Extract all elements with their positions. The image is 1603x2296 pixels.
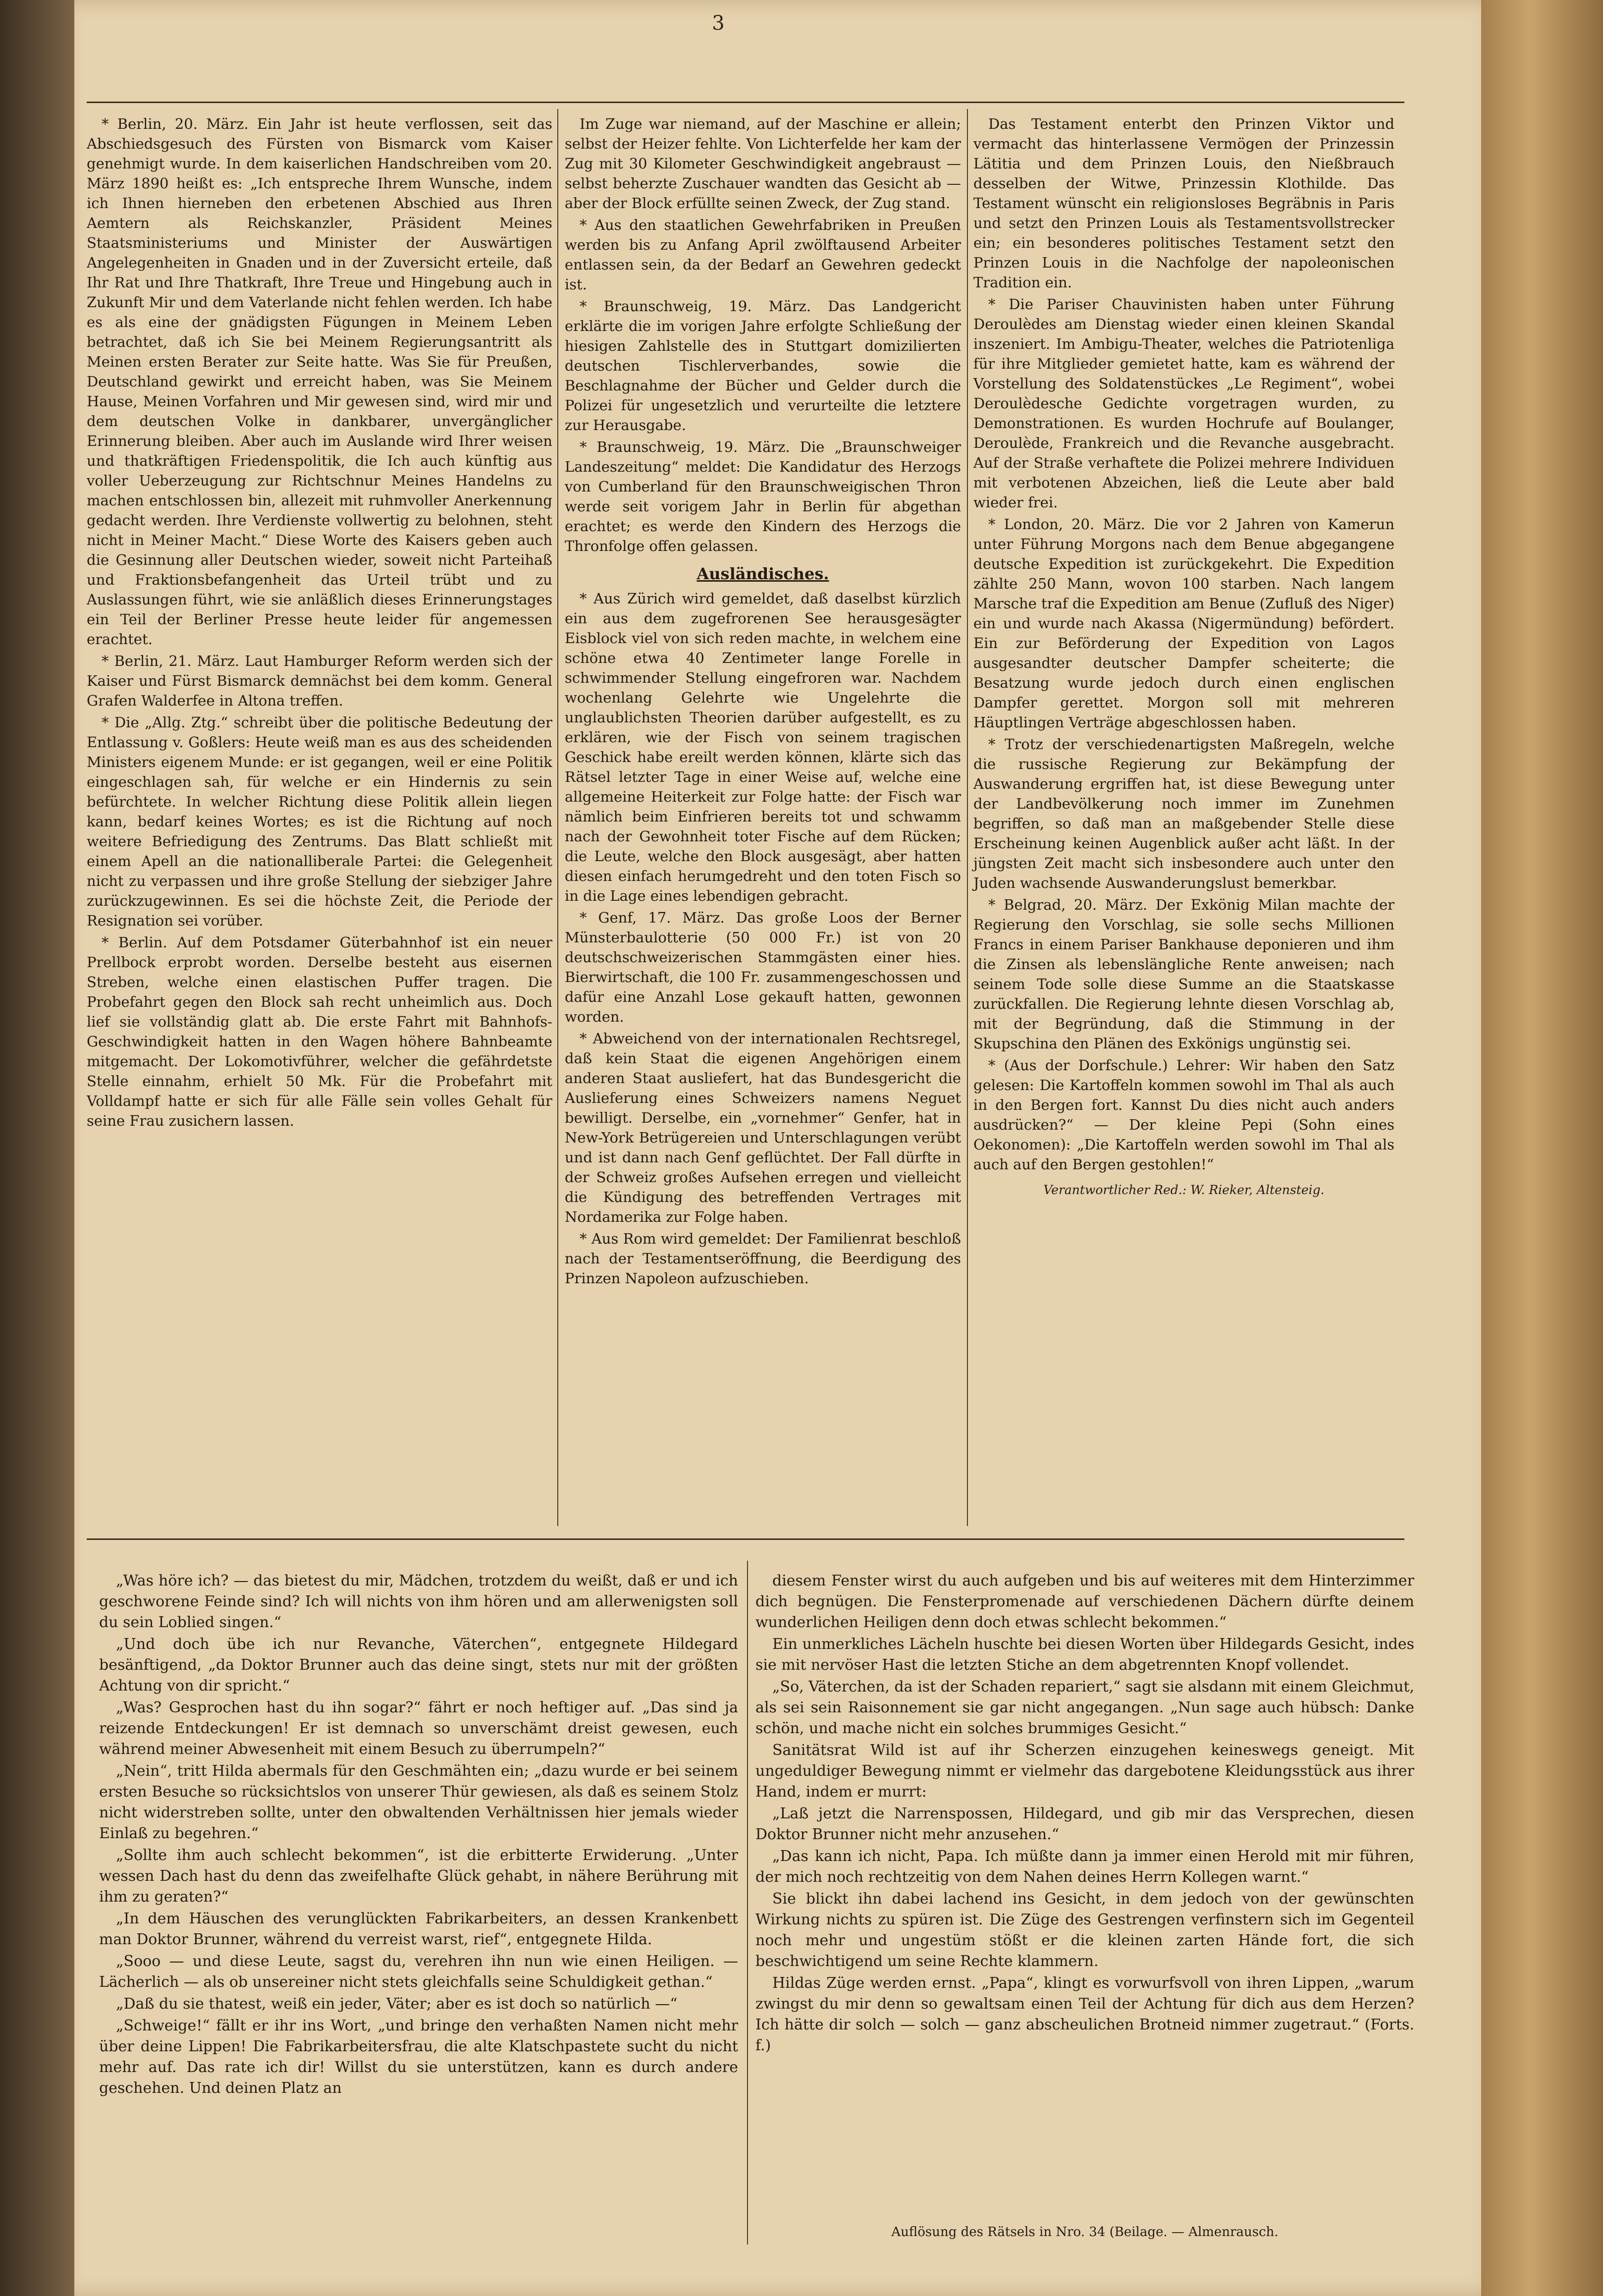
news-item: Das Testament enterbt den Prinzen Viktor und vermacht das hinterlassene Vermögen der Prinzessin Lätitia und dem Prinzen Louis, den Nießbrauch desselben der Witwe, Prinzessin Klothilde. Das Testament wünscht ein religionsloses Begräbnis in Paris und setzt den Prinzen Louis als Testamentsvollstrecker ein; ein besonderes politisches Testament setzt den Prinzen Louis in die Nachfolge der napoleonischen Tradition ein. xyxy=(973,115,1394,291)
news-item: * London, 20. März. Die vor 2 Jahren von Kamerun unter Führung Morgons nach dem Benue abgegangene deutsche Expedition ist zurückgekehrt. Die Expedition zählte 250 Mann, wovon 100 starben. Nach langem Marsche traf die Expedition am Benue (Zufluß des Niger) ein und wurde nach Akassa (Nigermündung) befördert. Ein zur Beförderung der Expedition von Lagos ausgesandter deutscher Dampfer scheiterte; die Besatzung wurde jedoch durch einen englischen Dampfer gerettet. Morgon soll mit mehreren Häuptlingen Verträge abgeschlossen haben. xyxy=(973,516,1394,731)
news-item: Im Zuge war niemand, auf der Maschine er allein; selbst der Heizer fehlte. Von Lichterfelde her kam der Zug mit 30 Kilometer Geschwindigkeit angebraust — selbst beherzte Zuschauer wandten das Gesicht ab — aber der Block erfüllte seinen Zweck, der Zug stand. xyxy=(565,115,961,212)
story-paragraph: „Nein“, tritt Hilda abermals für den Geschmähten ein; „dazu wurde er bei seinem ersten Besuche so rücksichtslos von unserer Thür gewiesen, als daß es seinem Stolz nicht widerstreben sollte, unter den obwaltenden Verhältnissen hier jemals wieder Einlaß zu begehren.“ xyxy=(99,1762,738,1842)
feuilleton-left xyxy=(99,1571,738,2100)
news-item: * Die Pariser Chauvinisten haben unter Führung Deroulèdes am Dienstag wieder einen kleinen Skandal inszeniert. Im Ambigu-Theater, welches die Patriotenliga für ihre Mitglieder gemietet hatte, kam es während der Vorstellung des Soldatenstückes „Le Regiment“, wobei Deroulèdesche Gedichte vorgetragen wurden, zu Demonstrationen. Es wurden Hochrufe auf Boulanger, Deroulède, Frankreich und die Revanche ausgebracht. Auf der Straße verhaftete die Polizei mehrere Individuen mit verbotenen Abzeichen, ließ die Leute aber bald wieder frei. xyxy=(973,296,1394,511)
story-paragraph: „Sooo — und diese Leute, sagst du, verehren ihn nun wie einen Heiligen. — Lächerlich — als ob unsereiner nicht stets gleichfalls seine Schuldigkeit gethan.“ xyxy=(99,1953,738,1991)
column-rule-2 xyxy=(967,109,968,1526)
news-item: * Abweichend von der internationalen Rechtsregel, daß kein Staat die eigenen Angehörigen einem anderen Staat ausliefert, hat das Bundesgericht die Auslieferung eines Schweizers namens Neguet bewilligt. Derselbe, ein „vornehmer“ Genfer, hat in New-York Betrügereien und Unterschlagungen verübt und ist dann nach Genf geflüchtet. Der Fall dürfte in der Schweiz großes Aufsehen erregen und vielleicht die Kündigung des betreffenden Vertrages mit Nordamerika zur Folge haben. xyxy=(565,1030,961,1225)
book-spine xyxy=(1481,0,1603,2296)
news-item: * Braunschweig, 19. März. Die „Braunschweiger Landeszeitung“ meldet: Die Kandidatur des Herzogs von Cumberland für den Braunschweigischen Thron werde seit vorigem Jahr in Berlin für abgethan erachtet; es werde den Kindern des Herzogs die Thronfolge offen gelassen. xyxy=(565,438,961,554)
news-column-2 xyxy=(565,114,961,1290)
news-item: * Belgrad, 20. März. Der Exkönig Milan machte der Regierung den Vorschlag, sie solle sechs Millionen Francs in einem Pariser Bankhause deponieren und ihm die Zinsen als lebenslängliche Rente anweisen; nach seinem Tode solle diese Summe an die Staatskasse zurückfallen. Die Regierung lehnte diesen Vorschlag ab, mit der Begründung, daß die Stimmung in der Skupschina den Plänen des Exkönigs ungünstig sei. xyxy=(973,896,1394,1052)
section-heading-foreign: Ausländisches. xyxy=(696,564,829,583)
story-paragraph: „Laß jetzt die Narrenspossen, Hildegard, und gib mir das Versprechen, diesen Doktor Brunner nicht mehr anzusehen.“ xyxy=(755,1805,1414,1843)
riddle-solution-note: Auflösung des Rätsels in Nro. 34 (Beilage. — Almenrausch. xyxy=(891,2225,1279,2240)
story-paragraph: Hildas Züge werden ernst. „Papa“, klingt es vorwurfsvoll von ihren Lippen, „warum zwingst du mir denn so gewaltsam einen Teil der Achtung für dich aus dem Herzen? Ich hätte dir solch — solch — ganz abscheulichen Brotneid nimmer zugetraut.“ (Forts. f.) xyxy=(755,1974,1414,2054)
editor-line: Verantwortlicher Red.: W. Rieker, Altensteig. xyxy=(1043,1183,1325,1197)
story-paragraph: „Sollte ihm auch schlecht bekommen“, ist die erbitterte Erwiderung. „Unter wessen Dach hast du denn das zweifelhafte Glück gehabt, in nähere Berührung mit ihm zu geraten?“ xyxy=(99,1847,738,1906)
news-item: * Aus Zürich wird gemeldet, daß daselbst kürzlich ein aus dem zugefrorenen See herausgesägter Eisblock viel von sich reden machte, in welchem eine schöne etwa 40 Zentimeter lange Forelle in schwimmender Stellung eingefroren war. Nachdem wochenlang Gelehrte wie Ungelehrte die unglaublichsten Theorien darüber aufgestellt, es zu erklären, wie der Fisch von seinem tragischen Geschick habe ereilt werden können, klärte sich das Rätsel letzter Tage in einer Weise auf, welche eine allgemeine Heiterkeit zur Folge hatte: der Fisch war nämlich beim Einfrieren bereits tot und schwamm nach der Gewohnheit toter Fische auf dem Rücken; die Leute, welche den Block ausgesägt, aber hatten diesen einfach herumgedreht und den toten Fisch so in die Lage eines lebendigen gebracht. xyxy=(565,590,961,904)
book-binding-left xyxy=(0,0,74,2296)
news-item: * Berlin, 21. März. Laut Hamburger Reform werden sich der Kaiser und Fürst Bismarck demnächst bei dem komm. General Grafen Walderfee in Altona treffen. xyxy=(87,653,552,709)
story-paragraph: „Das kann ich nicht, Papa. Ich müßte dann ja immer einen Herold mit mir führen, der mich noch rechtzeitig von dem Nahen deines Herrn Kollegen warnt.“ xyxy=(755,1848,1414,1886)
feuilleton-rule xyxy=(87,1538,1404,1540)
feuilleton-column-rule xyxy=(747,1561,748,2244)
news-item: * Braunschweig, 19. März. Das Landgericht erklärte die im vorigen Jahre erfolgte Schließung der hiesigen Zahlstelle des in Stuttgart domizilierten deutschen Tischlerverbandes, sowie die Beschlagnahme der Bücher und Gelder durch die Polizei für ungesetzlich und verurteilte die letztere zur Herausgabe. xyxy=(565,298,961,434)
news-item: * (Aus der Dorfschule.) Lehrer: Wir haben den Satz gelesen: Die Kartoffeln kommen sowohl im Thal als auch in den Bergen fort. Kannst Du dies nicht auch anders ausdrücken?“ — Der kleine Pepi (Sohn eines Oekonomen): „Die Kartoffeln werden sowohl im Thal als auch auf den Bergen gestohlen!“ xyxy=(973,1057,1394,1173)
column-rule-1 xyxy=(557,109,558,1526)
top-rule xyxy=(87,102,1404,103)
news-item: * Berlin, 20. März. Ein Jahr ist heute verflossen, seit das Abschiedsgesuch des Fürsten von Bismarck vom Kaiser genehmigt wurde. In dem kaiserlichen Handschreiben vom 20. März 1890 heißt es: „Ich entspreche Ihrem Wunsche, indem ich Ihnen hierneben den erbetenen Abschied aus Ihren Aemtern als Reichskanzler, Präsident Meines Staatsministeriums und Minister der Auswärtigen Angelegenheiten in Gnaden und in der Zuversicht erteile, daß Ihr Rat und Ihre Thatkraft, Ihre Treue und Hingebung auch in Zukunft Mir und dem Vaterlande nicht fehlen werden. Ich habe es als eine der gnädigsten Fügungen in Meinem Leben betrachtet, daß ich Sie bei Meinem Regierungsantritt als Meinen ersten Berater zur Seite hatte. Was Sie für Preußen, Deutschland gewirkt und erreicht haben, was Sie Meinem Hause, Meinen Vorfahren und Mir gewesen sind, wird mir und dem deutschen Volke in dankbarer, unvergänglicher Erinnerung bleiben. Aber auch im Auslande wird Ihrer weisen und thatkräftigen Friedenspolitik, die Ich auch künftig aus voller Ueberzeugung zur Richtschnur Meines Handelns zu machen entschlossen bin, allezeit mit ruhmvoller Anerkennung gedacht werden. Ihre Verdienste vollwertig zu belohnen, steht nicht in Meiner Macht.“ Diese Worte des Kaisers geben auch die Gesinnung aller Deutschen wieder, soweit nicht Parteihaß und Fraktionsbefangenheit das Urteil trübt und zu Auslassungen führt, wie sie anläßlich dieses Erinnerungstages ein Teil der Berliner Presse heute leider für angemessen erachtet. xyxy=(87,115,552,648)
story-paragraph: „Was? Gesprochen hast du ihn sogar?“ fährt er noch heftiger auf. „Das sind ja reizende Entdeckungen! Er ist demnach so unverschämt dreist gewesen, euch während meiner Abwesenheit mit einem Besuch zu überrumpeln?“ xyxy=(99,1699,738,1758)
story-paragraph: „Daß du sie thatest, weiß ein jeder, Väter; aber es ist doch so natürlich —“ xyxy=(116,1995,678,2013)
story-paragraph: „In dem Häuschen des verunglückten Fabrikarbeiters, an dessen Krankenbett man Doktor Brunner, während du verreist warst, rief“, entgegnete Hilda. xyxy=(99,1910,738,1948)
story-paragraph: Ein unmerkliches Lächeln huschte bei diesen Worten über Hildegards Gesicht, indes sie mit nervöser Hast die letzten Stiche an dem abgetrennten Knopf vollendet. xyxy=(755,1636,1414,1674)
story-paragraph: „Schweige!“ fällt er ihr ins Wort, „und bringe den verhaßten Namen nicht mehr über deine Lippen! Die Fabrikarbeitersfrau, die alte Klatschpastete sucht du nicht mehr auf. Das rate ich dir! Willst du sie unterstützen, kann es durch andere geschehen. Und deinen Platz an xyxy=(99,2017,738,2097)
page-number: 3 xyxy=(712,12,725,35)
story-paragraph: „Was höre ich? — das bietest du mir, Mädchen, trotzdem du weißt, daß er und ich geschworene Feinde sind? Ich will nichts von ihm hören und am allerwenigsten soll du sein Loblied singen.“ xyxy=(99,1572,738,1631)
story-paragraph: Sie blickt ihn dabei lachend ins Gesicht, in dem jedoch von der gewünschten Wirkung nichts zu spüren ist. Die Züge des Gestrengen verfinstern sich im Gegenteil noch mehr und ungestüm stößt er die kleinen zarten Hände fort, die sich beschwichtigend um seine Rechte klammern. xyxy=(755,1890,1414,1970)
news-item: * Berlin. Auf dem Potsdamer Güterbahnhof ist ein neuer Prellbock erprobt worden. Derselbe besteht aus eisernen Streben, welche einen elastischen Puffer tragen. Die Probefahrt gegen den Block sah recht unheimlich aus. Doch lief sie vollständig glatt ab. Die erste Fahrt mit Bahnhofs-Geschwindigkeit hatten in den Wagen höhere Bahnbeamte mitgemacht. Der Lokomotivführer, welcher die gefährdetste Stelle einnahm, erhielt 50 Mk. Für die Probefahrt mit Volldampf hatte er sich für alle Fälle sein volles Gehalt für seine Frau zusichern lassen. xyxy=(87,934,552,1129)
story-paragraph: „Und doch übe ich nur Revanche, Väterchen“, entgegnete Hildegard besänftigend, „da Doktor Brunner auch das deine singt, stets nur mit der größten Achtung von dir spricht.“ xyxy=(99,1636,738,1695)
story-paragraph: Sanitätsrat Wild ist auf ihr Scherzen einzugehen keineswegs geneigt. Mit ungeduldiger Bewegung nimmt er vielmehr das dargebotene Kleidungsstück aus ihrer Hand, indem er murrt: xyxy=(755,1742,1414,1801)
news-item: * Trotz der verschiedenartigsten Maßregeln, welche die russische Regierung zur Bekämpfung der Auswanderung ergriffen hat, ist diese Bewegung unter der Landbevölkerung noch immer im Zunehmen begriffen, so daß man an maßgebender Stelle diese Erscheinung keinen Augenblick außer acht läßt. In der jüngsten Zeit macht sich insbesondere auch unter den Juden wachsende Auswanderungslust bemerkbar. xyxy=(973,736,1394,891)
story-paragraph: diesem Fenster wirst du auch aufgeben und bis auf weiteres mit dem Hinterzimmer dich begnügen. Die Fensterpromenade auf verschiedenen Dächern dürfte deinem wunderlichen Heiligen denn doch etwas schlecht bekommen.“ xyxy=(755,1572,1414,1631)
news-item: * Aus den staatlichen Gewehrfabriken in Preußen werden bis zu Anfang April zwölftausend Arbeiter entlassen sein, da der Bedarf an Gewehren gedeckt ist. xyxy=(565,217,961,293)
news-item: * Die „Allg. Ztg.“ schreibt über die politische Bedeutung der Entlassung v. Goßlers: Heute weiß man es aus des scheidenden Ministers eigenem Munde: er ist gegangen, weil er eine Politik eingeschlagen sah, für welche er ein Hindernis zu sein befürchtete. In welcher Richtung diese Politik allein liegen kann, bedarf keines Wortes; es ist die Richtung auf noch weitere Befriedigung des Zentrums. Das Blatt schließt mit einem Apell an die nationalliberale Partei: die Gelegenheit nicht zu verpassen und ihre große Stellung der siebziger Jahre zurückzugewinnen. Es sei die höchste Zeit, die Periode der Resignation sei vorüber. xyxy=(87,714,552,929)
news-item: * Genf, 17. März. Das große Loos der Berner Münsterbaulotterie (50 000 Fr.) ist von 20 deutschschweizerischen Stammgästen einer hies. Bierwirtschaft, die 100 Fr. zusammengeschossen und dafür eine Anzahl Lose gekauft hatten, gewonnen worden. xyxy=(565,909,961,1025)
feuilleton-right xyxy=(755,1571,1414,2057)
news-column-3 xyxy=(973,114,1394,1200)
news-column-1 xyxy=(87,114,552,1133)
news-item: * Aus Rom wird gemeldet: Der Familienrat beschloß nach der Testamentseröffnung, die Beerdigung des Prinzen Napoleon aufzuschieben. xyxy=(565,1230,961,1287)
story-paragraph: „So, Väterchen, da ist der Schaden repariert,“ sagt sie alsdann mit einem Gleichmut, als sei sein Raisonnement sie gar nicht angegangen. „Nun sage auch hübsch: Danke schön, und mache nicht ein solches brummiges Gesicht.“ xyxy=(755,1678,1414,1737)
